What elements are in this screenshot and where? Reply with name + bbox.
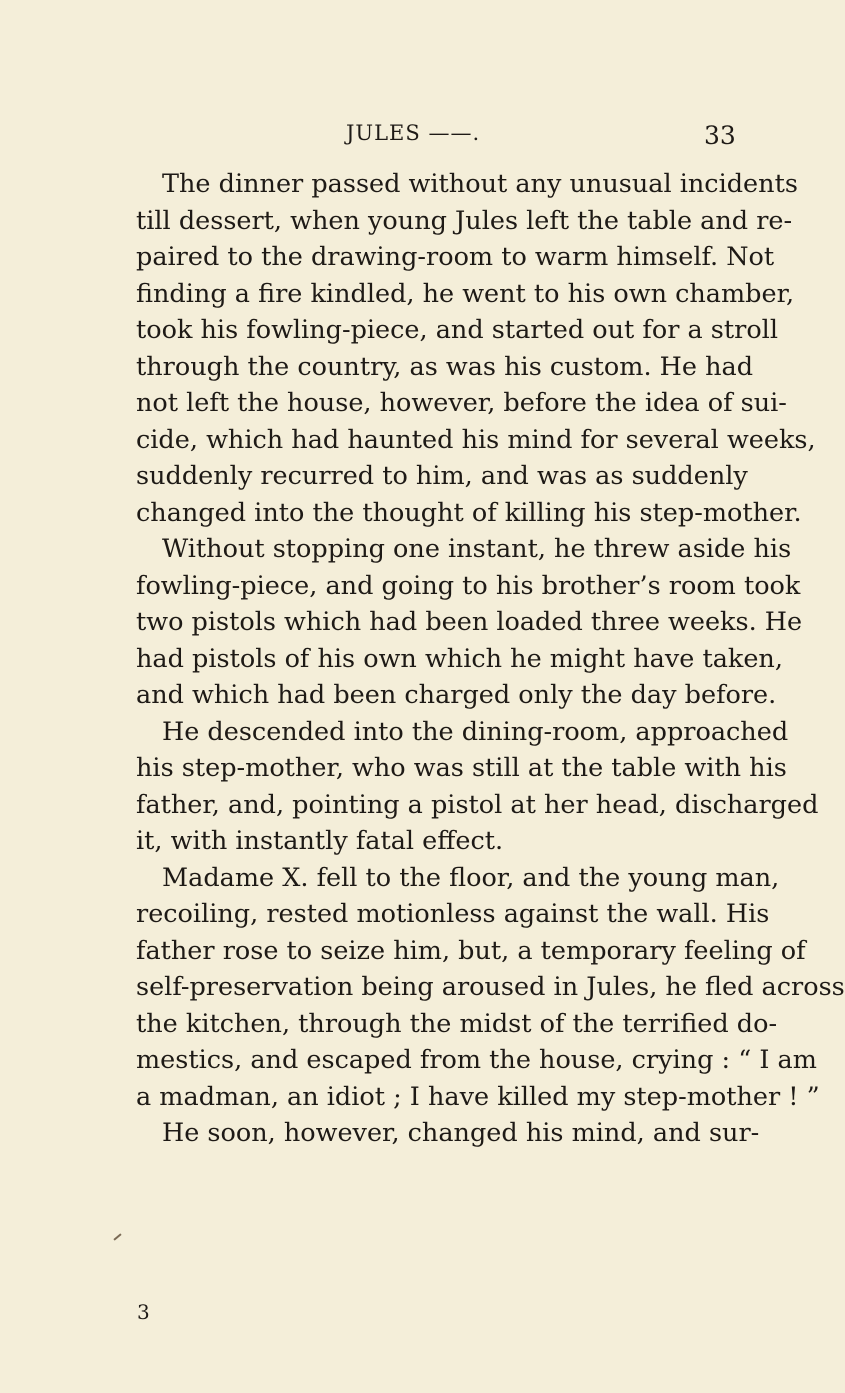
text-line: his step-mother, who was still at the table with his bbox=[136, 753, 787, 783]
page-number: 33 bbox=[704, 121, 736, 150]
text-line: paired to the drawing-room to warm himself. Not bbox=[136, 242, 775, 272]
text-line: not left the house, however, before the idea of sui- bbox=[136, 388, 787, 418]
text-line: suddenly recurred to him, and was as suddenly bbox=[136, 461, 748, 491]
text-line: took his fowling-piece, and started out for a stroll bbox=[136, 315, 778, 345]
text-line: self-preservation being aroused in Jules, he fled across bbox=[136, 972, 845, 1002]
running-head bbox=[0, 121, 800, 161]
text-line: Madame X. fell to the floor, and the young man, bbox=[162, 862, 780, 893]
text-line: father rose to seize him, but, a temporary feeling of bbox=[136, 935, 806, 966]
text-line: through the country, as was his custom. He had bbox=[136, 351, 754, 382]
text-line: till dessert, when young Jules left the table and re- bbox=[136, 205, 793, 236]
text-line: it, with instantly fatal effect. bbox=[136, 826, 504, 856]
text-line: a madman, an idiot ; I have killed my step-mother ! ” bbox=[136, 1081, 820, 1112]
text-line: two pistols which had been loaded three weeks. He bbox=[136, 607, 803, 637]
running-head-title: JULES ——. bbox=[346, 121, 481, 145]
text-line: fowling-piece, and going to his brother’s room took bbox=[136, 570, 801, 601]
text-line: and which had been charged only the day before. bbox=[136, 680, 777, 710]
text-line: mestics, and escaped from the house, crying : “ I am bbox=[136, 1045, 817, 1075]
text-line: He descended into the dining-room, approached bbox=[162, 716, 789, 747]
text-line: cide, which had haunted his mind for several weeks, bbox=[136, 424, 816, 455]
text-line: changed into the thought of killing his step-mother. bbox=[136, 497, 802, 528]
signature-mark: 3 bbox=[137, 1300, 150, 1324]
text-line: finding a fire kindled, he went to his own chamber, bbox=[136, 278, 795, 309]
text-line: father, and, pointing a pistol at her head, discharged bbox=[136, 789, 819, 820]
text-line: recoiling, rested motionless against the wall. His bbox=[136, 899, 770, 929]
text-line: The dinner passed without any unusual incidents bbox=[162, 169, 798, 199]
margin-mark bbox=[113, 1233, 121, 1240]
text-line: had pistols of his own which he might have taken, bbox=[136, 643, 783, 674]
text-line: Without stopping one instant, he threw aside his bbox=[162, 534, 792, 564]
text-line: He soon, however, changed his mind, and sur- bbox=[162, 1118, 760, 1148]
text-line: the kitchen, through the midst of the terrified do- bbox=[136, 1008, 778, 1039]
body-text bbox=[136, 166, 845, 1152]
